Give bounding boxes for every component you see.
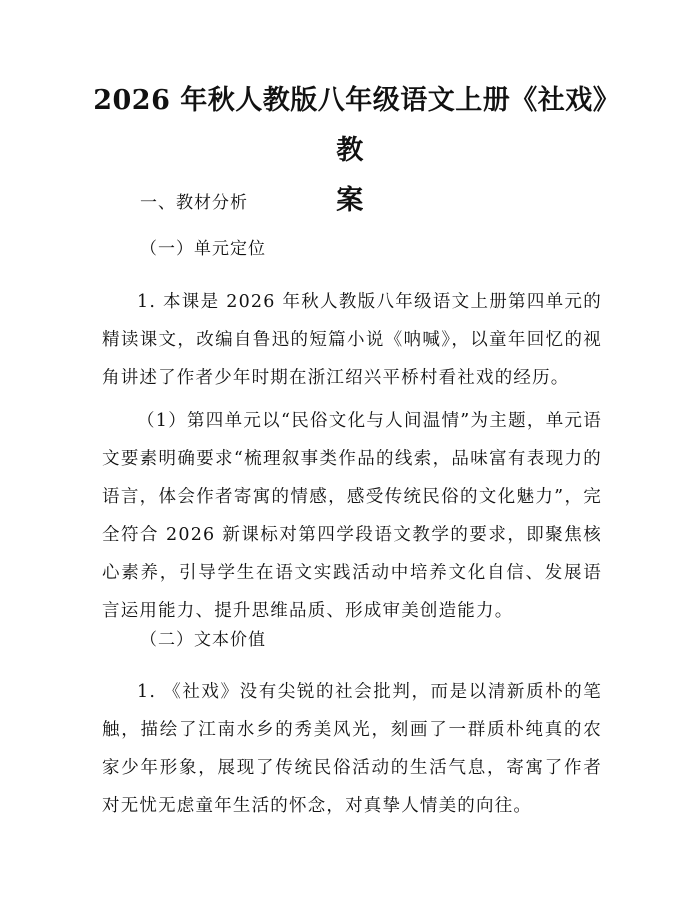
title-line-1: 2026 年秋人教版八年级语文上册《社戏》教 [93,85,607,166]
title-line-2: 案 [336,185,364,216]
paragraph-unit-theme: （1）第四单元以“民俗文化与人间温情”为主题，单元语文要素明确要求“梳理叙事类作品的线索，品味富有表现力的语言，体会作者寄寓的情感，感受传统民俗的文化魅力”，完全符合 2026 新课标对第四学段语文教学的要求，即聚焦核心素养，引导学生在语文实践活动中培养文化自信、发展语言运用能力、提升思维品质、形成审美创造能力。 [102,411,602,621]
section-heading-textbook-analysis: 一、教材分析 [140,193,248,213]
paragraph-text-value: 1. 《社戏》没有尖锐的社会批判，而是以清新质朴的笔触，描绘了江南水乡的秀美风光，刻画了一群质朴纯真的农家少年形象，展现了传统民俗活动的生活气息，寄寓了作者对无忧无虑童年生活的怀念，对真挚人情美的向往。 [102,682,602,816]
subsection-heading-unit-positioning: （一）单元定位 [140,239,266,259]
paragraph-lesson-overview: 1. 本课是 2026 年秋人教版八年级语文上册第四单元的精读课文，改编自鲁迅的短篇小说《呐喊》，以童年回忆的视角讲述了作者少年时期在浙江绍兴平桥村看社戏的经历。 [102,292,602,388]
subsection-heading-text-value: （二）文本价值 [140,630,266,650]
